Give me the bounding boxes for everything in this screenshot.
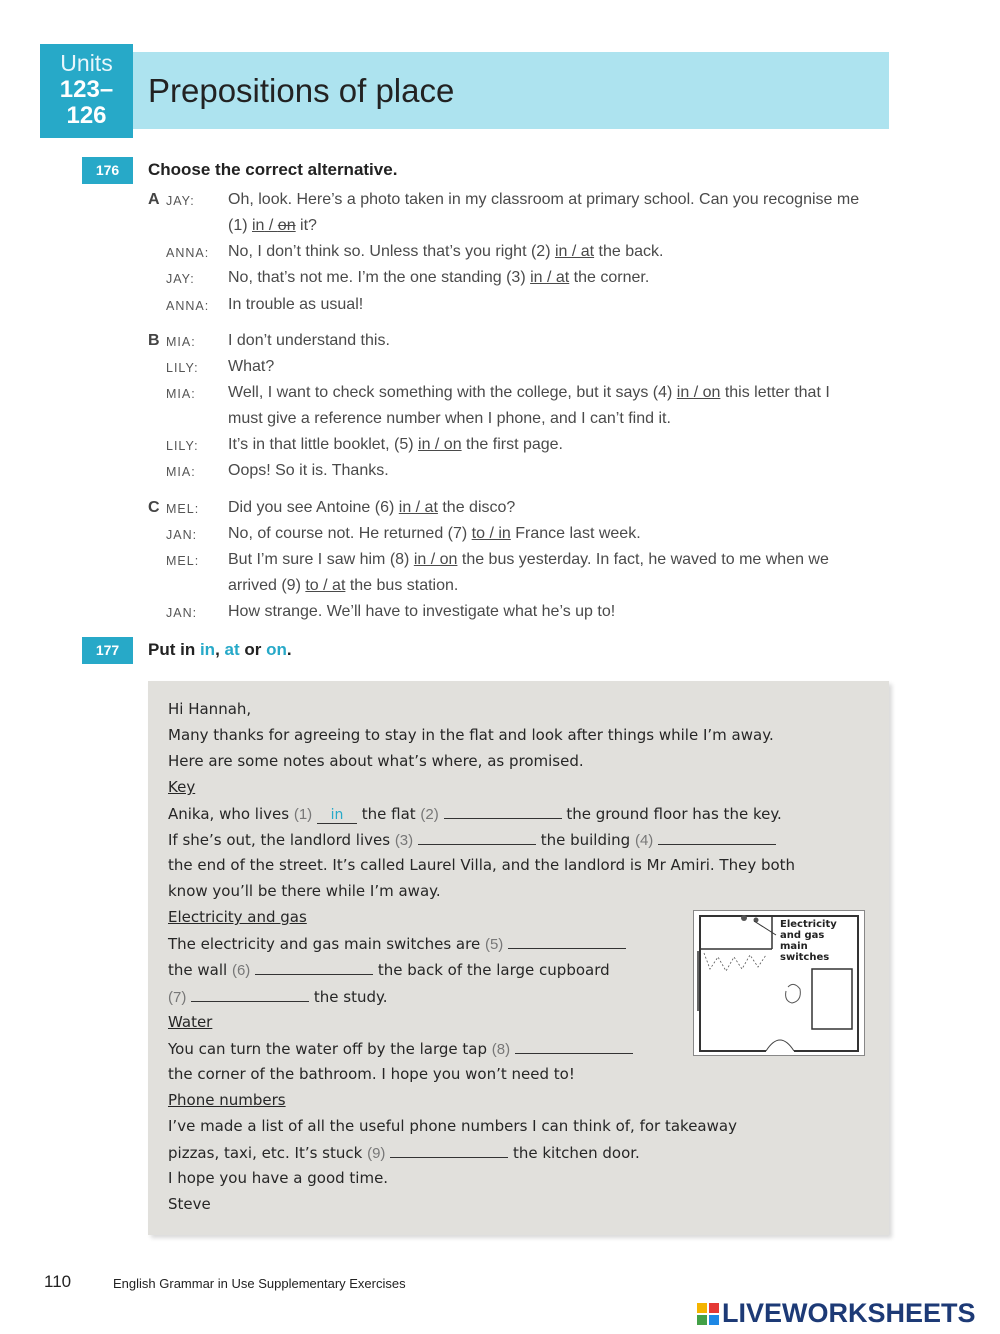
letter-line: the corner of the bathroom. I hope you won’t need to! — [168, 1065, 575, 1083]
letter-line: pizzas, taxi, etc. It’s stuck (9) the kitchen door. — [168, 1144, 640, 1162]
letter-line: know you’ll be there while I’m away. — [168, 882, 441, 900]
choice-2[interactable]: in / at — [554, 243, 595, 260]
section-c-label: C — [148, 499, 160, 516]
exercise-176-instruction: Choose the correct alternative. — [148, 160, 398, 179]
dialogue-line: Well, I want to check something with the college, but it says (4) in / on this letter that I — [228, 384, 830, 401]
letter-line: the wall (6) the back of the large cupboard — [168, 961, 610, 979]
section-b-label: B — [148, 332, 160, 349]
plan-label: Electricity and gas main switches — [780, 919, 837, 963]
exercise-177-number: 177 — [82, 637, 133, 664]
speaker: LILY: — [166, 439, 199, 453]
gap-6-input[interactable] — [255, 960, 373, 975]
letter-heading-phone: Phone numbers — [168, 1091, 286, 1109]
units-label: Units — [60, 50, 113, 76]
letter-heading-key: Key — [168, 778, 196, 796]
gap-3-input[interactable] — [418, 830, 536, 845]
speaker: ANNA: — [166, 299, 210, 313]
letter-line: Anika, who lives (1) in the flat (2) the ground floor has the key. — [168, 805, 782, 823]
choice-3[interactable]: in / at — [530, 269, 570, 286]
units-range-start: 123– — [59, 76, 114, 103]
dialogue-line: Oh, look. Here’s a photo taken in my classroom at primary school. Can you recognise me — [228, 191, 860, 208]
book-title: English Grammar in Use Supplementary Exercises — [113, 1276, 406, 1291]
gap-7-input[interactable] — [191, 987, 309, 1002]
dialogue-line: How strange. We’ll have to investigate what he’s up to! — [228, 603, 616, 620]
speaker: JAY: — [166, 272, 195, 286]
liveworksheets-logo[interactable]: LIVEWORKSHEETS — [697, 1298, 976, 1329]
speaker: MIA: — [166, 335, 196, 349]
dialogue-line: No, of course not. He returned (7) to / in France last week. — [228, 525, 641, 542]
choice-4[interactable]: in / on — [676, 384, 721, 401]
letter-line: You can turn the water off by the large tap (8) — [168, 1039, 633, 1058]
letter-line: I hope you have a good time. — [168, 1169, 389, 1187]
dialogue-line: I don’t understand this. — [228, 332, 390, 349]
dialogue-line: arrived (9) to / at the bus station. — [228, 577, 459, 594]
gap-9-input[interactable] — [390, 1143, 508, 1158]
choice-8[interactable]: in / on — [413, 551, 458, 568]
letter-line: The electricity and gas main switches are (5) — [168, 934, 626, 953]
section-a-label: A — [148, 191, 160, 208]
choice-6[interactable]: in / at — [398, 499, 438, 516]
speaker: ANNA: — [166, 246, 210, 260]
letter-line: (7) the study. — [168, 988, 388, 1006]
gap-5-input[interactable] — [508, 934, 626, 949]
logo-icon-graphic — [697, 1303, 719, 1325]
letter-line: Here are some notes about what’s where, as promised. — [168, 752, 584, 770]
dialogue-line: It’s in that little booklet, (5) in / on the first page. — [228, 436, 563, 453]
speaker: MIA: — [166, 387, 196, 401]
gap-4-input[interactable] — [658, 830, 776, 845]
choice-5[interactable]: in / on — [418, 436, 462, 453]
dialogue-line: No, that’s not me. I’m the one standing (3) in / at the corner. — [228, 269, 650, 286]
dialogue-line: What? — [228, 358, 275, 375]
units-range-end: 126 — [66, 102, 107, 129]
speaker: MEL: — [166, 502, 200, 516]
letter-heading-electricity: Electricity and gas — [168, 908, 307, 926]
units-badge — [40, 44, 133, 138]
gap-2-input[interactable] — [444, 804, 562, 819]
page-number: 110 — [44, 1272, 72, 1291]
speaker: LILY: — [166, 361, 199, 375]
speaker: MIA: — [166, 465, 196, 479]
letter-heading-water: Water — [168, 1013, 213, 1031]
choice-7[interactable]: to / in — [471, 525, 511, 542]
speaker: JAN: — [166, 606, 198, 620]
dialogue-line: No, I don’t think so. Unless that’s you right (2) in / at the back. — [228, 243, 664, 260]
letter-line: the end of the street. It’s called Laurel Villa, and the landlord is Mr Amiri. They both — [168, 856, 796, 874]
choice-1[interactable]: in / on — [252, 217, 296, 234]
speaker: JAN: — [166, 528, 198, 542]
gap-1-answer[interactable]: in — [317, 809, 357, 824]
choice-9[interactable]: to / at — [305, 577, 346, 594]
dialogue-line: must give a reference number when I phone, and I can’t find it. — [228, 410, 671, 427]
dialogue-line: (1) in / on it? — [228, 217, 317, 234]
letter-greeting: Hi Hannah, — [168, 700, 252, 718]
speaker: MEL: — [166, 554, 200, 568]
exercise-176-number: 176 — [82, 157, 133, 184]
floor-plan-drawing — [694, 911, 864, 1055]
letter-signature: Steve — [168, 1195, 211, 1213]
logo-icon — [697, 1301, 719, 1323]
dialogue-line: But I’m sure I saw him (8) in / on the bus yesterday. In fact, he waved to me when we — [228, 551, 829, 568]
speaker: JAY: — [166, 194, 195, 208]
letter-line: I’ve made a list of all the useful phone numbers I can think of, for takeaway — [168, 1117, 737, 1135]
title-bar — [133, 52, 889, 129]
dialogue-line: Oops! So it is. Thanks. — [228, 462, 389, 479]
exercise-177-instruction: Put in in, at or on. — [148, 640, 292, 659]
floor-plan-sketch — [693, 910, 865, 1056]
letter-line: If she’s out, the landlord lives (3) the building (4) — [168, 830, 776, 849]
dialogue-line: Did you see Antoine (6) in / at the disco? — [228, 499, 516, 516]
letter-line: Many thanks for agreeing to stay in the flat and look after things while I’m away. — [168, 726, 774, 744]
dialogue-line: In trouble as usual! — [228, 296, 364, 313]
page-title: Prepositions of place — [148, 72, 455, 109]
gap-8-input[interactable] — [515, 1039, 633, 1054]
